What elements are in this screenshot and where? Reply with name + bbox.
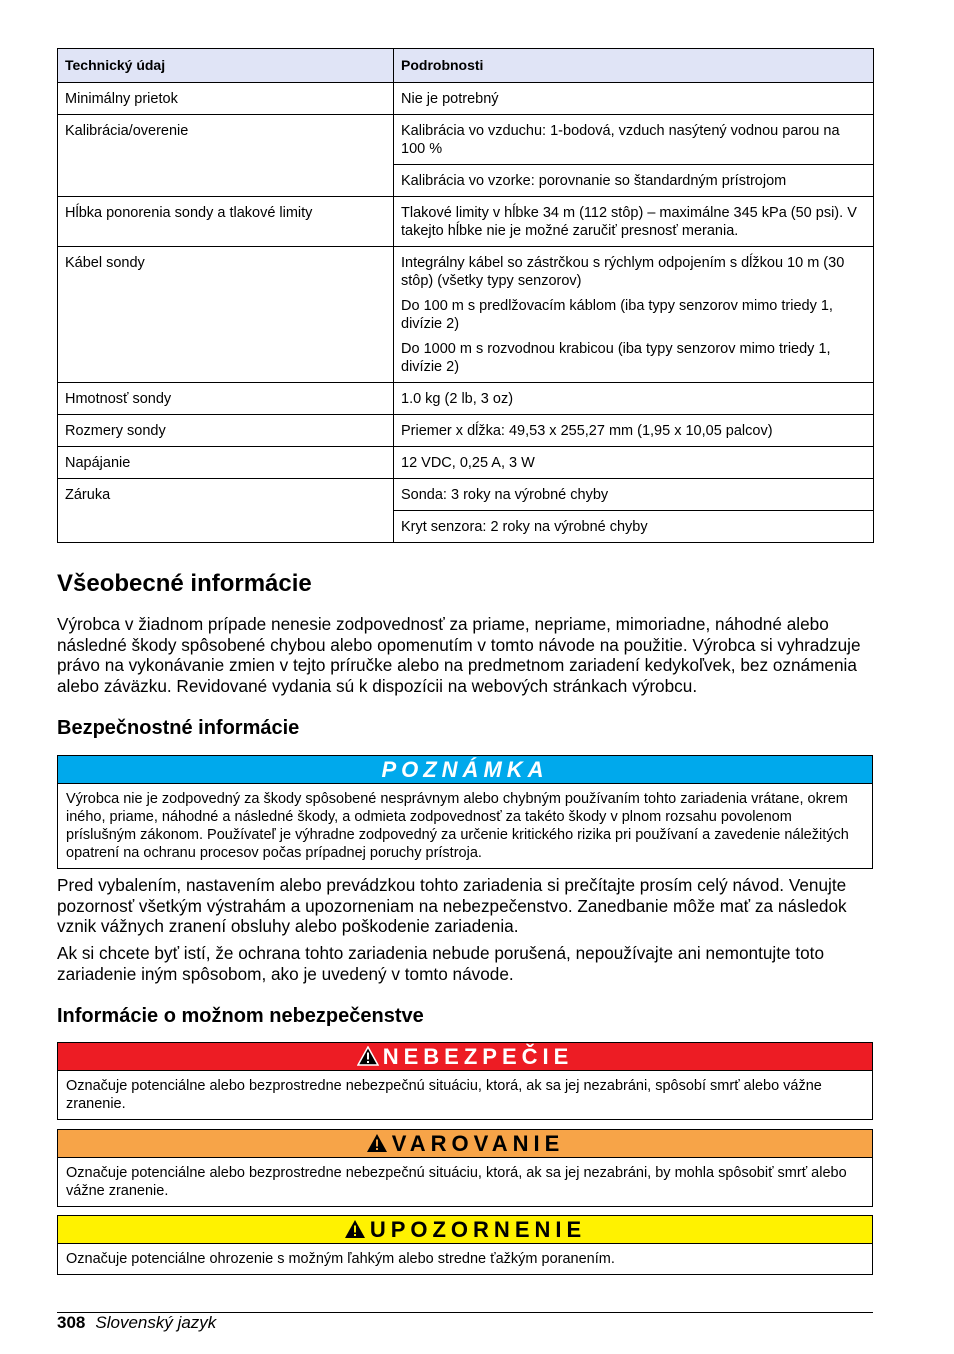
- spec-label: Hĺbka ponorenia sondy a tlakové limity: [58, 197, 394, 247]
- table-row: [58, 247, 874, 383]
- safety-paragraph-2: Ak si chcete byť istí, že ochrana tohto zariadenia nebude porušená, nepoužívajte ani nemontujte toto zariadenie iným spôsobom, ako je uvedený v tomto návode.: [57, 943, 825, 984]
- spec-value: 12 VDC, 0,25 A, 3 W: [394, 447, 874, 479]
- spec-value-line: Integrálny kábel so zástrčkou s rýchlym odpojením s dĺžkou 10 m (30 stôp) (všetky typy senzorov): [401, 255, 845, 289]
- danger-box: [57, 1042, 873, 1120]
- warning-label: VAROVANIE: [391, 1131, 565, 1156]
- table-row: [58, 415, 874, 447]
- spec-value: Nie je potrebný: [394, 83, 874, 115]
- spec-label: Kalibrácia/overenie: [58, 115, 394, 197]
- spec-table: [57, 48, 874, 543]
- spec-label: Napájanie: [58, 447, 394, 479]
- spec-value: Kryt senzora: 2 roky na výrobné chyby: [394, 511, 874, 543]
- table-header-row: [58, 49, 874, 83]
- note-text: Výrobca nie je zodpovedný za škody spôsobené nesprávnym alebo chybným používaním tohto zariadenia vrátane, okrem iného, priame, náhodné a následné škody, a odmieta zodpovednosť za takéto škody v plnom rozsahu povolenom príslušným zákonom. Používateľ je výhradne zodpovedný za určenie kritického rizika pri používaní a zavedenie náležitých opatrení na ochranu procesov počas prípadnej poruchy prístroja.: [66, 791, 849, 861]
- column-header: Technický údaj: [58, 49, 394, 83]
- spec-value-line: Do 100 m s predlžovacím káblom (iba typy senzorov mimo triedy 1, divízie 2): [401, 298, 833, 332]
- caution-label: UPOZORNENIE: [369, 1217, 587, 1242]
- spec-value: Sonda: 3 roky na výrobné chyby: [394, 479, 874, 511]
- spec-value-line: Do 1000 m s rozvodnou krabicou (iba typy senzorov mimo triedy 1, divízie 2): [401, 341, 831, 375]
- spec-label: Hmotnosť sondy: [58, 383, 394, 415]
- warning-triangle-icon: [344, 1219, 366, 1239]
- spec-value: 1.0 kg (2 lb, 3 oz): [394, 383, 874, 415]
- table-row: [58, 447, 874, 479]
- spec-label: Rozmery sondy: [58, 415, 394, 447]
- table-row: [58, 479, 874, 511]
- spec-label: Minimálny prietok: [58, 83, 394, 115]
- danger-text: Označuje potenciálne alebo bezprostredne nebezpečnú situáciu, ktorá, ak sa jej nezabráni, spôsobí smrť alebo vážne zranenie.: [66, 1078, 822, 1112]
- spec-value: Tlakové limity v hĺbke 34 m (112 stôp) – maximálne 345 kPa (50 psi). V takejto hĺbke nie je možné zaručiť presnosť merania.: [394, 197, 874, 247]
- warning-text: Označuje potenciálne alebo bezprostredne nebezpečnú situáciu, ktorá, ak sa jej nezabráni, by mohla spôsobiť smrť alebo vážne zranenie.: [66, 1165, 847, 1199]
- spec-label: Záruka: [58, 479, 394, 543]
- table-row: [58, 83, 874, 115]
- table-row: [58, 115, 874, 165]
- footer-language: Slovenský jazyk: [95, 1313, 217, 1332]
- warning-triangle-icon: [366, 1133, 388, 1153]
- caution-text: Označuje potenciálne ohrozenie s možným ľahkým alebo stredne ťažkým poranením.: [66, 1251, 615, 1267]
- danger-header: [58, 1043, 872, 1071]
- general-text: Výrobca v žiadnom prípade nenesie zodpovednosť za priame, nepriame, mimoriadne, náhodné alebo následné škody spôsobené chybou alebo opomenutím v tomto návode na použitie. Výrobca si vyhradzuje právo na vykonávanie zmien v tejto príručke alebo na predmetnom zariadení kedykoľvek, bez oznámenia alebo záväzku. Revidované vydania sú k dispozícii na webových stránkach výrobcu.: [57, 614, 861, 696]
- caution-box: [57, 1215, 873, 1275]
- note-header: POZNÁMKA: [58, 756, 872, 784]
- section-title-general: Všeobecné informácie: [57, 570, 312, 597]
- warning-box: [57, 1129, 873, 1207]
- danger-label: NEBEZPEČIE: [382, 1044, 574, 1069]
- page-number: 308: [57, 1313, 86, 1332]
- spec-value: Kalibrácia vo vzorke: porovnanie so štandardným prístrojom: [394, 165, 874, 197]
- page-footer: [57, 1313, 216, 1333]
- table-row: [58, 383, 874, 415]
- warning-header: [58, 1130, 872, 1158]
- spec-label: Kábel sondy: [58, 247, 394, 383]
- column-header: Podrobnosti: [394, 49, 874, 83]
- spec-value: [394, 247, 874, 383]
- section-title-safety: Bezpečnostné informácie: [57, 717, 300, 739]
- spec-value: Kalibrácia vo vzduchu: 1-bodová, vzduch nasýtený vodnou parou na 100 %: [394, 115, 874, 165]
- section-title-hazard: Informácie o možnom nebezpečenstve: [57, 1005, 424, 1027]
- spec-value: Priemer x dĺžka: 49,53 x 255,27 mm (1,95 x 10,05 palcov): [394, 415, 874, 447]
- warning-triangle-icon: [357, 1046, 379, 1066]
- safety-paragraph-1: Pred vybalením, nastavením alebo prevádzkou tohto zariadenia si prečítajte prosím celý návod. Venujte pozornosť všetkým výstrahám a upozorneniam na nebezpečenstvo. Zanedbanie môže mať za následok vznik vážnych zranení obsluhy alebo poškodenie zariadenia.: [57, 875, 847, 936]
- caution-header: [58, 1216, 872, 1244]
- table-row: [58, 197, 874, 247]
- note-box: [57, 755, 873, 869]
